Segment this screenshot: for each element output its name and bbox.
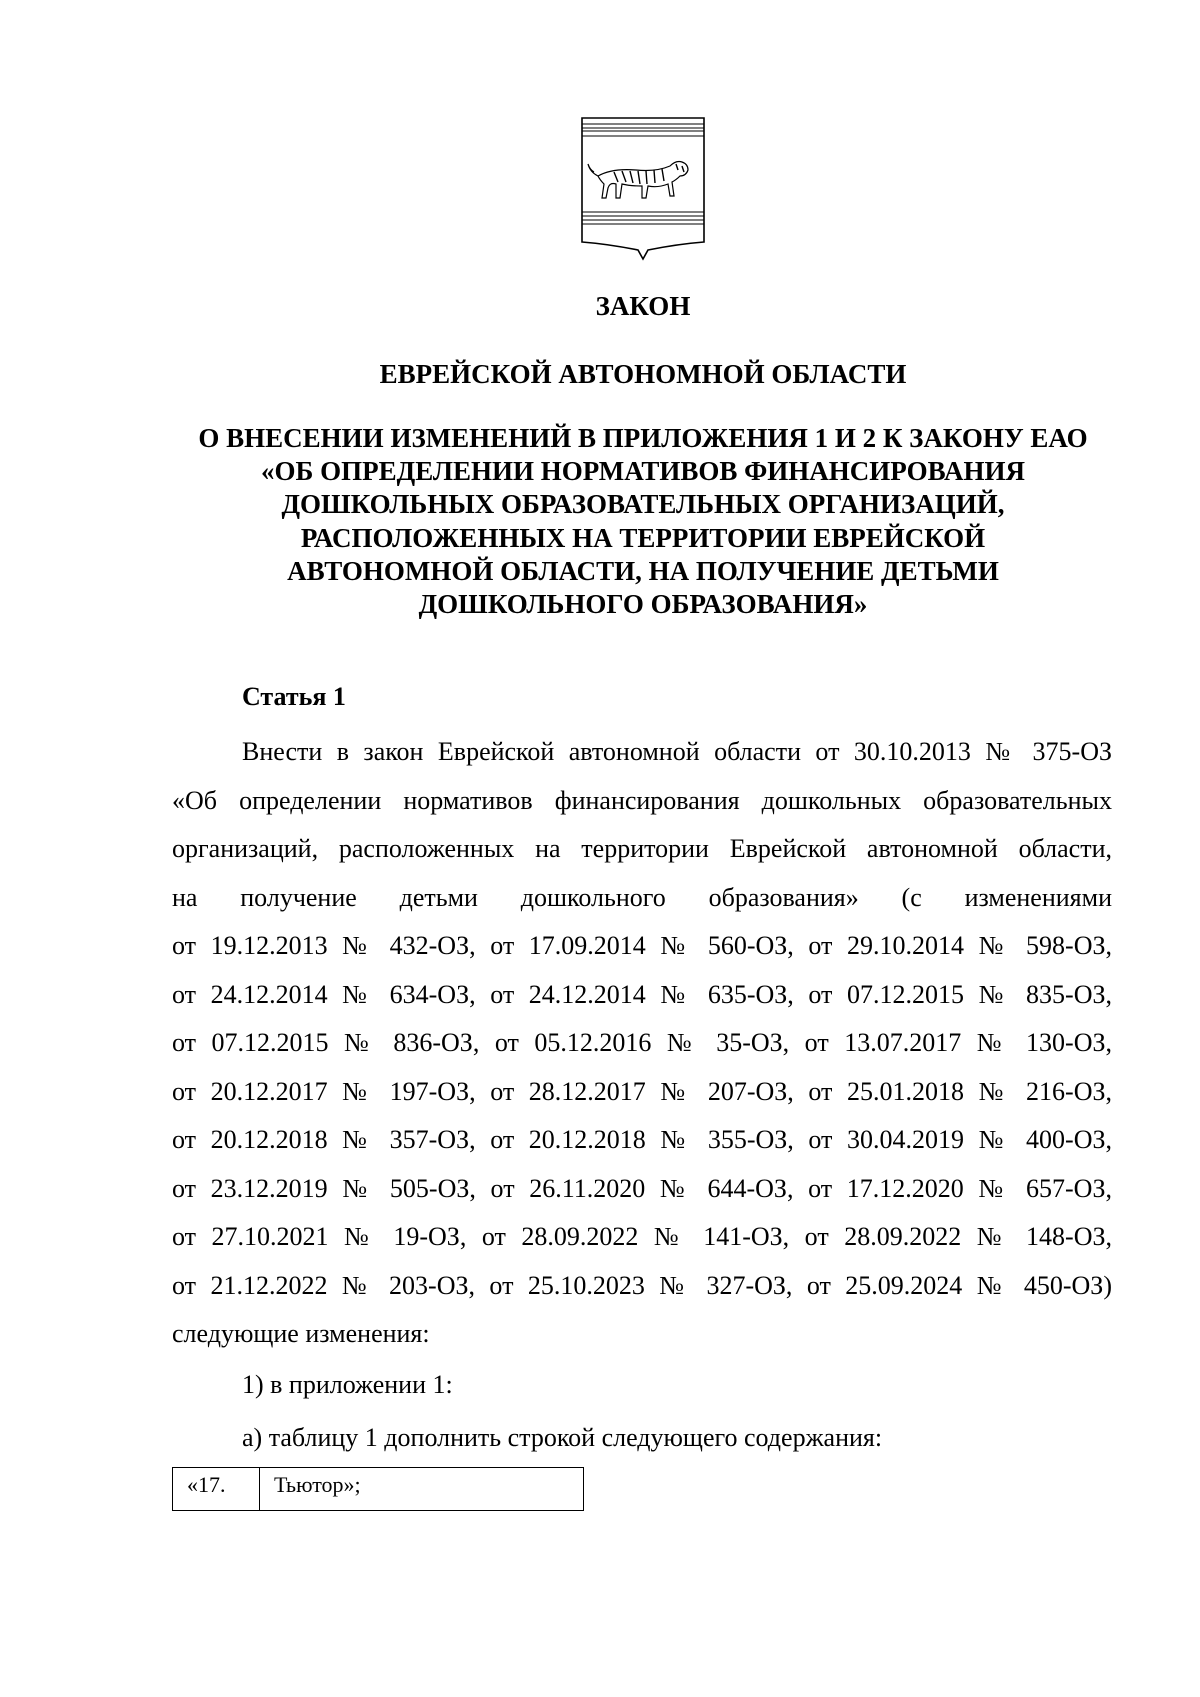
addition-table — [172, 1467, 584, 1511]
subject-line: О ВНЕСЕНИИ ИЗМЕНЕНИЙ В ПРИЛОЖЕНИЯ 1 И 2 К ЗАКОНУ ЕАО — [198, 423, 1088, 453]
list-item-a: а) таблицу 1 дополнить строкой следующего содержания: — [242, 1423, 883, 1452]
paragraph-line: Внести в закон Еврейской автономной области от 30.10.2013 № 375-ОЗ — [242, 737, 1112, 766]
coat-of-arms-tiger-icon — [578, 114, 708, 264]
subject-line: ДОШКОЛЬНОГО ОБРАЗОВАНИЯ» — [418, 589, 868, 620]
paragraph-line: следующие изменения: — [172, 1319, 430, 1348]
subject-line: ДОШКОЛЬНЫХ ОБРАЗОВАТЕЛЬНЫХ ОРГАНИЗАЦИЙ, — [281, 489, 1005, 520]
paragraph-line: на получение детьми дошкольного образования» (с изменениями — [172, 882, 1112, 912]
paragraph-line: от 20.12.2018 № 357-ОЗ, от 20.12.2018 № 355-ОЗ, от 30.04.2019 № 400-ОЗ, — [172, 1125, 1112, 1154]
subject-line: АВТОНОМНОЙ ОБЛАСТИ, НА ПОЛУЧЕНИЕ ДЕТЬМИ — [287, 555, 999, 586]
paragraph-line: организаций, расположенных на территории Еврейской автономной области, — [172, 834, 1112, 863]
paragraph-line: от 20.12.2017 № 197-ОЗ, от 28.12.2017 № 207-ОЗ, от 25.01.2018 № 216-ОЗ, — [172, 1076, 1112, 1106]
table-cell-text: Тьютор»; — [260, 1468, 584, 1511]
subject-line: РАСПОЛОЖЕННЫХ НА ТЕРРИТОРИИ ЕВРЕЙСКОЙ — [300, 522, 986, 553]
region-title: ЕВРЕЙСКОЙ АВТОНОМНОЙ ОБЛАСТИ — [379, 359, 907, 389]
law-subject-title — [0, 422, 1200, 621]
paragraph-line: от 23.12.2019 № 505-ОЗ, от 26.11.2020 № 644-ОЗ, от 17.12.2020 № 657-ОЗ, — [172, 1173, 1112, 1203]
paragraph-line: от 24.12.2014 № 634-ОЗ, от 24.12.2014 № 635-ОЗ, от 07.12.2015 № 835-ОЗ, — [172, 979, 1112, 1009]
paragraph-line: от 19.12.2013 № 432-ОЗ, от 17.09.2014 № 560-ОЗ, от 29.10.2014 № 598-ОЗ, — [172, 931, 1112, 960]
paragraph-line: от 27.10.2021 № 19-ОЗ, от 28.09.2022 № 141-ОЗ, от 28.09.2022 № 148-ОЗ, — [172, 1222, 1112, 1251]
paragraph-line: от 21.12.2022 № 203-ОЗ, от 25.10.2023 № 327-ОЗ, от 25.09.2024 № 450-ОЗ) — [172, 1270, 1112, 1300]
paragraph-line: «Об определении нормативов финансирования дошкольных образовательных — [172, 785, 1112, 815]
table-cell-number: «17. — [173, 1468, 260, 1511]
article-paragraph — [172, 728, 1112, 1359]
list-item-1: 1) в приложении 1: — [242, 1370, 453, 1399]
paragraph-line: от 07.12.2015 № 836-ОЗ, от 05.12.2016 № 35-ОЗ, от 13.07.2017 № 130-ОЗ, — [172, 1028, 1112, 1057]
subject-line: «ОБ ОПРЕДЕЛЕНИИ НОРМАТИВОВ ФИНАНСИРОВАНИЯ — [261, 456, 1025, 487]
table-row — [173, 1468, 584, 1511]
article-heading: Статья 1 — [242, 682, 346, 711]
law-title: ЗАКОН — [595, 291, 691, 321]
